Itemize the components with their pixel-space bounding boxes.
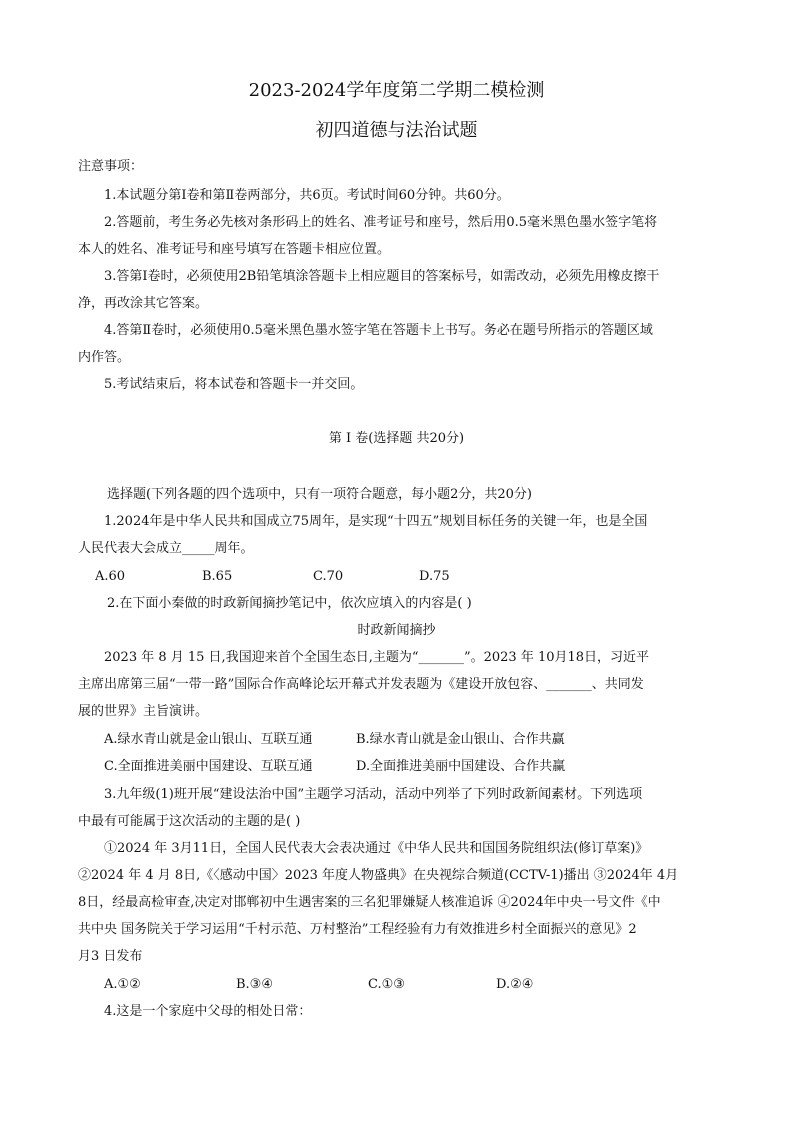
notice-item: 净，再改涂其它答案。	[78, 296, 209, 311]
question-1-option-a: A.60	[95, 569, 126, 584]
question-3-material: 共中央 国务院关于学习运用“千村示范、万村整治”工程经验有力有效推进乡村全面振兴的意见》2	[78, 922, 637, 937]
notice-item: 1.本试题分第Ⅰ卷和第Ⅱ卷两部分，共6页。考试时间60分钟。共60分。	[104, 188, 510, 203]
question-3-option-c: C.①③	[368, 977, 405, 992]
question-2-option-c: C.全面推进美丽中国建设、互联互通	[104, 759, 313, 774]
question-3-option-d: D.②④	[496, 977, 534, 992]
question-2-option-d: D.全面推进美丽中国建设、合作共赢	[356, 759, 566, 774]
question-2-stem: 2.在下面小秦做的时政新闻摘抄笔记中，依次应填入的内容是( )	[107, 596, 472, 611]
notice-item: 内作答。	[78, 350, 131, 365]
question-3-option-b: B.③④	[236, 977, 273, 992]
question-2-material: 2023 年 8 月 15 日,我国迎来首个全国生态日,主题为“_______”。2023 年 10月18日，习近平	[104, 650, 650, 665]
notice-item: 3.答第Ⅰ卷时，必须使用2B铅笔填涂答题卡上相应题目的答案标号，如需改动，必须先用橡皮擦干	[104, 269, 660, 284]
question-2-material: 主席出席第三届“一带一路”国际合作高峰论坛开幕式并发表题为《建设开放包容、_______、共同发	[78, 677, 644, 692]
question-1-stem: 1.2024年是中华人民共和国成立75周年，是实现“十四五”规划目标任务的关键一年，也是全国	[104, 514, 648, 529]
exam-subtitle: 初四道德与法治试题	[315, 120, 478, 141]
exam-title: 2023-2024学年度第二学期二模检测	[248, 80, 545, 101]
question-2-material: 展的世界》主旨演讲。	[78, 704, 209, 719]
notice-heading: 注意事项：	[78, 159, 144, 174]
question-3-material: ①2024 年 3月11日，全国人民代表大会表决通过《中华人民共和国国务院组织法(修订草案)》	[104, 841, 649, 856]
notice-item: 本人的姓名、准考证号和座号填写在答题卡相应位置。	[78, 242, 391, 257]
question-1-option-d: D.75	[419, 569, 450, 584]
section-heading: 第 Ⅰ 卷(选择题 共20分)	[328, 431, 465, 446]
question-3-material: 月3 日发布	[78, 949, 143, 964]
question-3-stem: 3.九年级(1)班开展“建设法治中国”主题学习活动，活动中列举了下列时政新闻素材。下列选项	[104, 787, 643, 802]
question-1-option-b: B.65	[202, 569, 233, 584]
section-instruction: 选择题(下列各题的四个选项中，只有一项符合题意，每小题2分，共20分)	[107, 487, 532, 502]
question-4-stem: 4.这是一个家庭中父母的相处日常：	[104, 1004, 312, 1019]
question-3-material: 8日，经最高检审查,决定对邯郸初中生遇害案的三名犯罪嫌疑人核准追诉 ④2024年中央一号文件《中	[78, 895, 661, 910]
question-2-option-a: A.绿水青山就是金山银山、互联互通	[104, 732, 313, 747]
notice-item: 5.考试结束后，将本试卷和答题卡一并交回。	[104, 377, 364, 392]
question-3-stem: 中最有可能属于这次活动的主题的是( )	[78, 814, 301, 829]
question-3-option-a: A.①②	[104, 977, 141, 992]
question-3-material: ②2024 年 4 月 8日,《〈感动中国〉2023 年度人物盛典》在央视综合频道(CCTV-1)播出 ③2024年 4月	[78, 868, 679, 883]
question-1-option-c: C.70	[313, 569, 344, 584]
question-2-box-title: 时政新闻摘抄	[357, 623, 436, 638]
question-1-stem: 人民代表大会成立_____周年。	[78, 541, 254, 556]
question-2-option-b: B.绿水青山就是金山银山、合作共赢	[356, 732, 565, 747]
notice-item: 2.答题前，考生务必先核对条形码上的姓名、准考证号和座号，然后用0.5毫米黑色墨水签字笔将	[104, 215, 658, 230]
notice-item: 4.答第Ⅱ卷时，必须使用0.5毫米黑色墨水签字笔在答题卡上书写。务必在题号所指示的答题区域	[104, 323, 653, 338]
